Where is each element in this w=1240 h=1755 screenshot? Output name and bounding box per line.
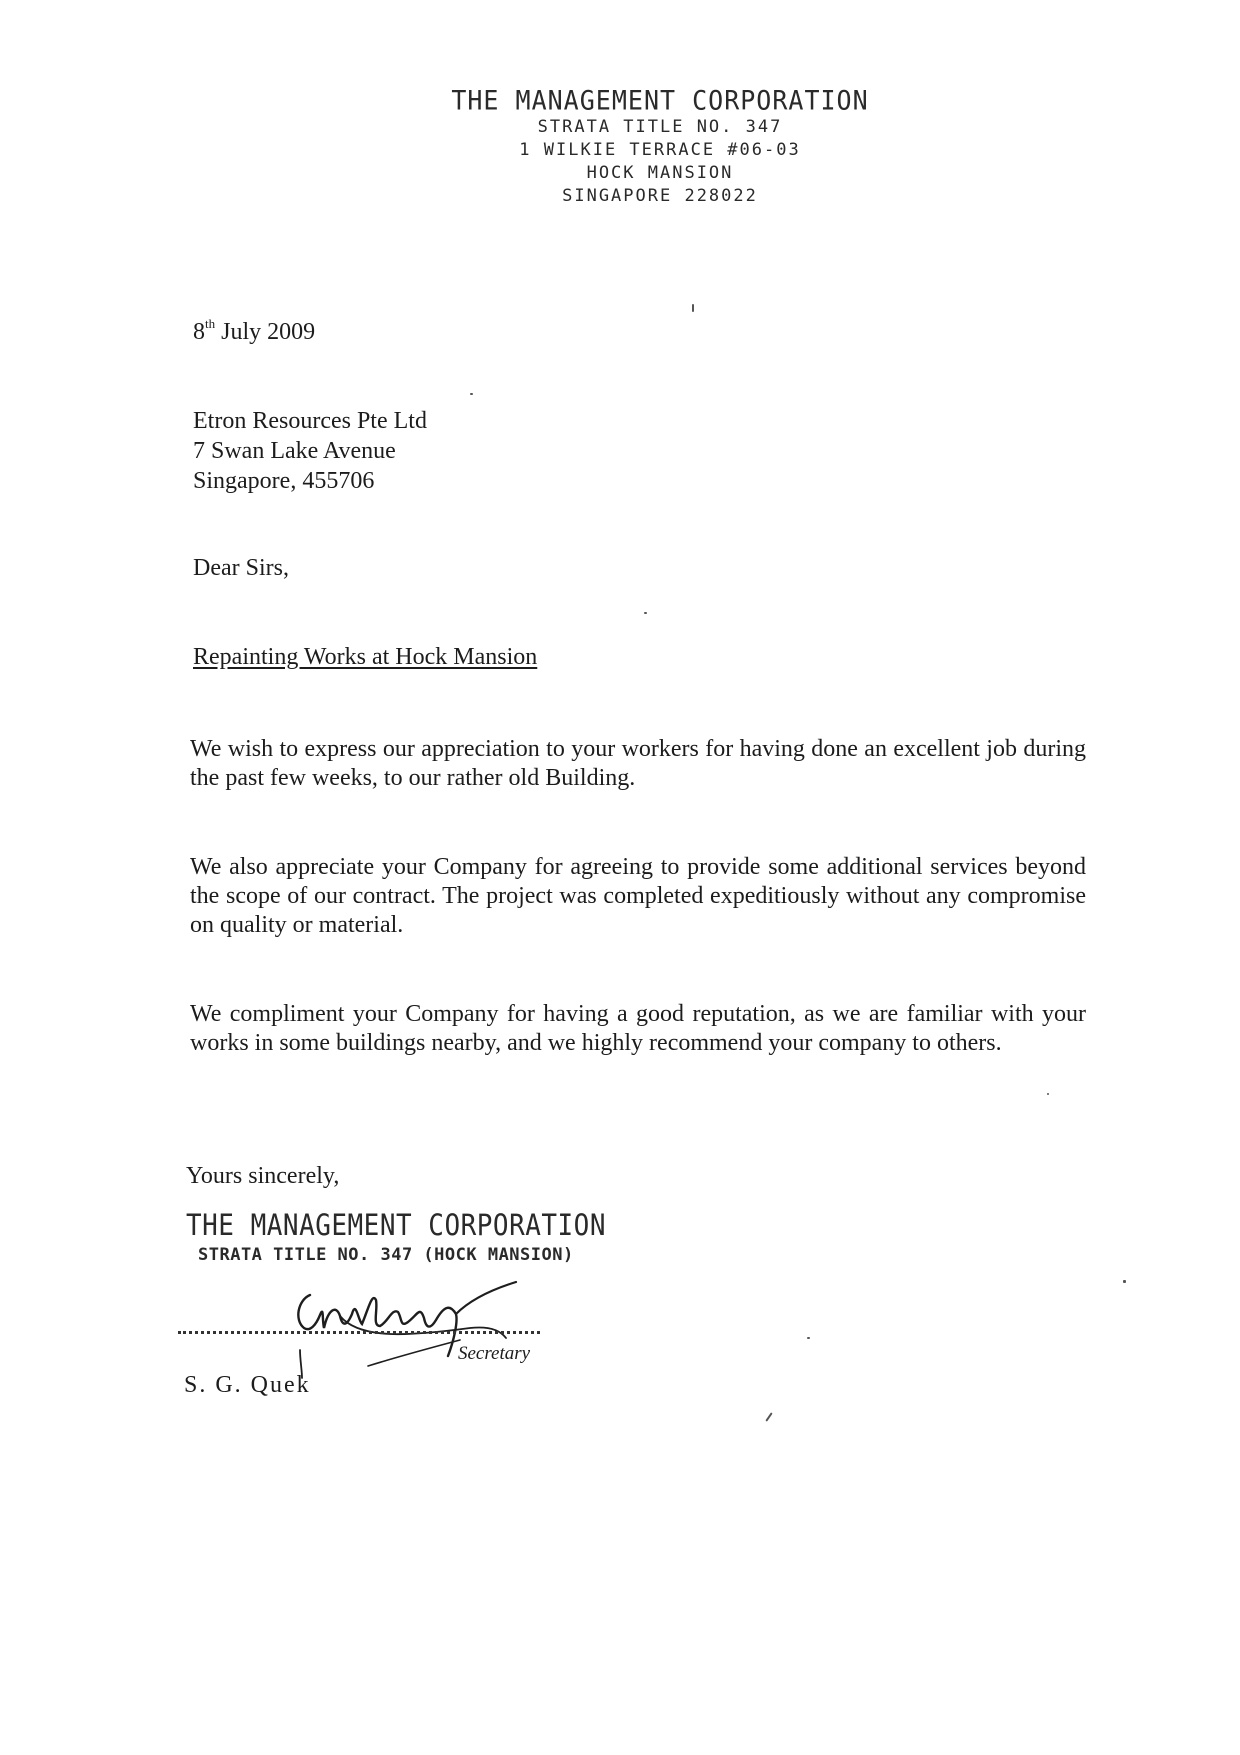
letterhead-name: THE MANAGEMENT CORPORATION bbox=[451, 84, 869, 117]
date-day: 8 bbox=[193, 319, 205, 345]
recipient-city: Singapore, 455706 bbox=[193, 468, 375, 494]
closing: Yours sincerely, bbox=[186, 1163, 340, 1189]
body-paragraph: We wish to express our appreciation to your workers for having done an excellent job during the past few weeks, to our rather old Building. bbox=[190, 736, 1086, 791]
letterhead bbox=[420, 86, 900, 208]
letterhead-strata: STRATA TITLE NO. 347 bbox=[537, 117, 783, 137]
body-paragraph: We compliment your Company for having a good reputation, as we are familiar with your works in some buildings nearby, and we highly recommend your company to others. bbox=[190, 1001, 1086, 1056]
letter-date bbox=[193, 316, 315, 346]
scan-speck bbox=[765, 1412, 772, 1421]
signer-name: S. G. Quek bbox=[184, 1372, 311, 1398]
signature-line bbox=[178, 1331, 540, 1334]
date-suffix: th bbox=[205, 316, 216, 331]
scan-speck bbox=[692, 304, 694, 312]
scan-speck bbox=[807, 1337, 810, 1339]
letterhead-street: 1 WILKIE TERRACE #06-03 bbox=[519, 140, 801, 160]
letterhead-building: HOCK MANSION bbox=[586, 163, 734, 183]
subject-line: Repainting Works at Hock Mansion bbox=[193, 644, 538, 670]
date-rest: July 2009 bbox=[221, 319, 316, 345]
letterhead-city: SINGAPORE 228022 bbox=[562, 186, 758, 206]
salutation: Dear Sirs, bbox=[193, 555, 289, 581]
scan-speck bbox=[644, 612, 647, 614]
recipient-address bbox=[193, 406, 427, 496]
scan-speck bbox=[1047, 1093, 1049, 1095]
stamp-name: THE MANAGEMENT CORPORATION bbox=[186, 1209, 606, 1243]
recipient-street: 7 Swan Lake Avenue bbox=[193, 438, 396, 464]
body-paragraph: We also appreciate your Company for agreeing to provide some additional services beyond the scope of our contract. The project was completed expeditiously without any compromise on quality or material. bbox=[190, 854, 1086, 938]
stamp-subline: STRATA TITLE NO. 347 (HOCK MANSION) bbox=[198, 1245, 574, 1265]
recipient-company: Etron Resources Pte Ltd bbox=[193, 408, 427, 434]
scan-speck bbox=[470, 393, 473, 395]
scan-speck bbox=[1123, 1280, 1126, 1283]
signatory-role: Secretary bbox=[458, 1343, 531, 1364]
